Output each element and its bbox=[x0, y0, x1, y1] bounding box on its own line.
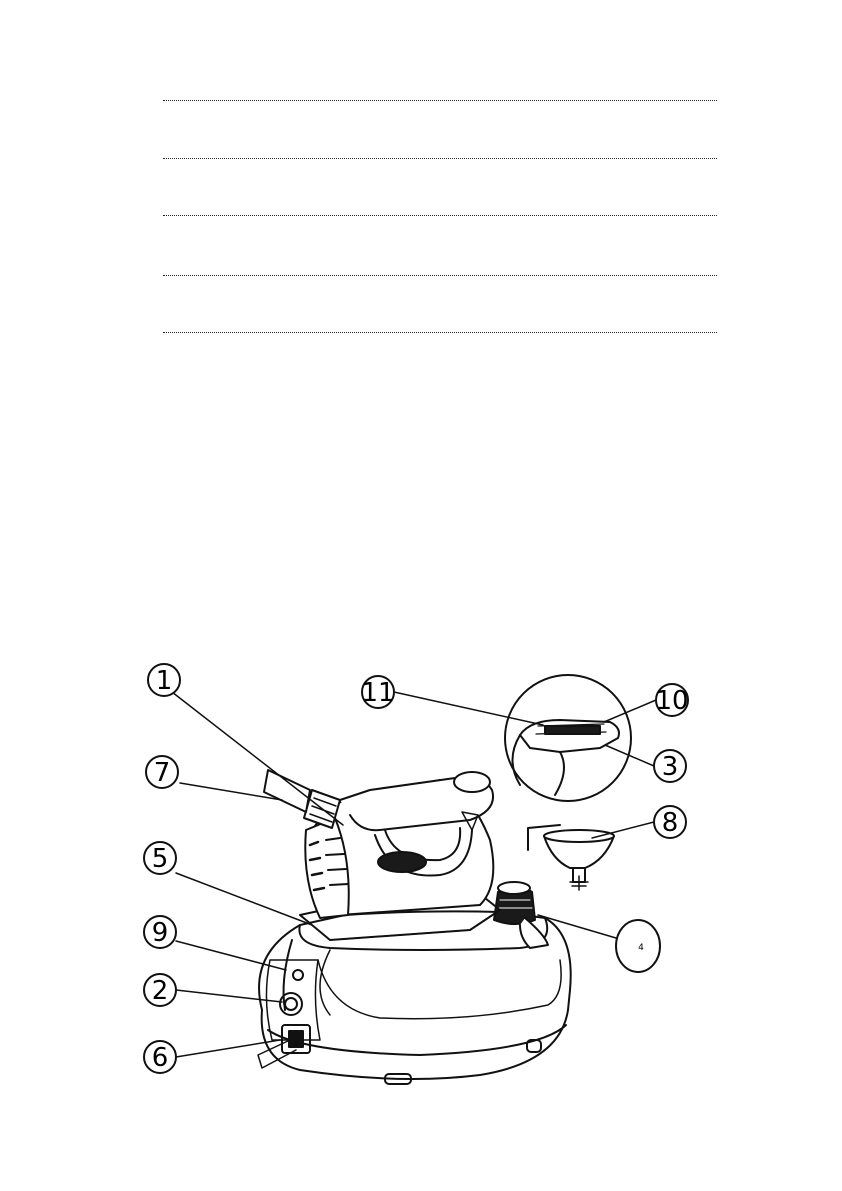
callout-8-label: 8 bbox=[661, 808, 679, 838]
callout-3 bbox=[654, 750, 686, 782]
indicator-light-icon bbox=[293, 970, 303, 980]
callout-11 bbox=[361, 676, 394, 708]
callout-9-label: 9 bbox=[151, 918, 169, 948]
callout-7-label: 7 bbox=[153, 758, 171, 788]
callout-1 bbox=[148, 664, 180, 696]
callout-2 bbox=[144, 974, 176, 1006]
callout-4 bbox=[616, 920, 660, 972]
callout-5 bbox=[144, 842, 176, 874]
funnel-icon bbox=[528, 825, 614, 890]
callout-11-label: 11 bbox=[361, 678, 395, 708]
callout-10-label: 10 bbox=[655, 686, 689, 716]
callout-3-label: 3 bbox=[661, 752, 679, 782]
callout-5-label: 5 bbox=[151, 844, 169, 874]
callout-10 bbox=[655, 684, 688, 716]
callout-8 bbox=[654, 806, 686, 838]
callout-2-label: 2 bbox=[151, 976, 169, 1006]
callout-1-label: 1 bbox=[155, 666, 173, 696]
callout-7 bbox=[146, 756, 178, 788]
callout-9 bbox=[144, 916, 176, 948]
callout-6 bbox=[144, 1041, 176, 1073]
iron bbox=[264, 770, 500, 940]
callout-4-label: 4 bbox=[638, 943, 644, 953]
handle-detail-magnifier bbox=[505, 675, 631, 801]
callout-6-label: 6 bbox=[151, 1043, 169, 1073]
